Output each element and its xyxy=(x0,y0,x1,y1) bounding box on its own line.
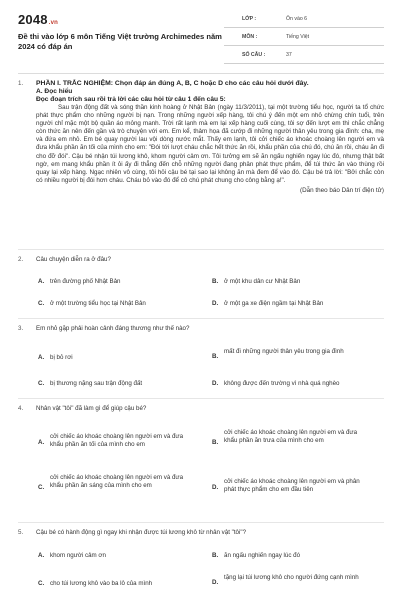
option-letter: C. xyxy=(38,300,45,307)
option-letter: C. xyxy=(38,380,45,387)
question-text: Nhân vật "tôi" đã làm gì để giúp cậu bé? xyxy=(36,405,147,412)
meta-row-count xyxy=(224,46,384,64)
reading-passage: Sau trận động đất và sóng thần kinh hoàng ở Nhật Bản (ngày 11/3/2011), tại một trường tiểu học, người ta tổ chức phát thực phẩm cho những người bị nạn. Trong những người xếp hàng, tôi chú ý đến một em nhỏ chừng chín tuổi, trên người chỉ mặc một bộ quần áo mỏng manh. Trời rất lạnh mà em lại xếp hàng cuối cùng, tôi sợ đến lượt em thì chắc chẳng còn thức ăn nên đến gần và trò chuyện với em. Em kể, thảm họa đã cướp đi những người thân yêu trong gia đình: cha, mẹ và đứa em nhỏ. Em bé quay người lau vội dòng nước mắt. Thấy em lạnh, tôi cởi chiếc áo khoác choàng lên người em và đưa khẩu phần ăn tối của mình cho em: "Đói tới lượt cháu chắc hết thức ăn rồi, khẩu phần của chú đó, chú ăn rồi, cháu ăn đi cho đỡ đói". Cậu bé nhận túi lương khô, khom người cảm ơn. Tôi tưởng em sẽ ăn ngấu nghiến ngay lúc đó, nhưng thật bất ngờ, em mang khẩu phần ít ỏi ấy đi thẳng đến chỗ những người đang phân phát thực phẩm, để túi thức ăn vào thùng rồi quay lại xếp hàng. Ngạc nhiên vô cùng, tôi hỏi cậu bé tại sao lại không ăn mà đem để vào đó. Cậu bé trả lời: "Bởi chắc còn có nhiều người bị đói hơn cháu. Cháu bỏ vào đó để cô chú phát chung cho công bằng ạ!". xyxy=(36,104,384,184)
logo-main: 2048 xyxy=(18,12,48,27)
meta-key: MÔN : xyxy=(242,33,258,40)
question-number: 1. xyxy=(18,80,24,87)
option-letter: C. xyxy=(38,484,45,491)
question-divider xyxy=(18,249,384,250)
part-heading: PHẦN I. TRẮC NGHIỆM: Chọn đáp án đúng A, B, C hoặc D cho các câu hỏi dưới đây. xyxy=(36,80,309,87)
question-number: 2. xyxy=(18,256,24,263)
option-text: cởi chiếc áo khoác choàng lên người em và đưa khẩu phần ăn trưa của mình cho em xyxy=(224,429,358,445)
option-text: ăn ngấu nghiến ngay lúc đó xyxy=(224,552,301,559)
option-text: bị bỏ rơi xyxy=(50,354,73,361)
option-letter: D. xyxy=(212,579,219,586)
question-text: Em nhỏ gặp phải hoàn cảnh đáng thương như thế nào? xyxy=(36,325,190,332)
question-number: 3. xyxy=(18,325,24,332)
option-text: trên đường phố Nhật Bản xyxy=(50,278,121,285)
meta-key: LỚP : xyxy=(242,15,257,22)
question-number: 4. xyxy=(18,405,24,412)
section-heading: A. Đọc hiểu xyxy=(36,88,73,95)
question-text: Câu chuyện diễn ra ở đâu? xyxy=(36,256,111,263)
header-divider xyxy=(18,73,384,74)
meta-value: 37 xyxy=(286,51,292,58)
option-letter: B. xyxy=(212,439,219,446)
meta-value: Ôn vào 6 xyxy=(286,15,308,22)
option-letter: C. xyxy=(38,580,45,587)
option-text: cởi chiếc áo khoác choàng lên người em và đưa khẩu phần ăn tối của mình cho em xyxy=(50,433,184,449)
meta-row-subject xyxy=(224,28,384,46)
option-letter: D. xyxy=(212,300,219,307)
option-text: bị thương nặng sau trận động đất xyxy=(50,380,143,387)
option-text: cho túi lương khô vào ba lô của mình xyxy=(50,580,153,587)
option-text: ở một ga xe điện ngầm tại Nhật Bản xyxy=(224,300,324,307)
site-logo[interactable] xyxy=(18,12,58,27)
question-divider xyxy=(18,398,384,399)
option-text: ở một trường tiểu học tại Nhật Bản xyxy=(50,300,146,307)
document-header xyxy=(18,10,384,70)
option-letter: A. xyxy=(38,278,45,285)
option-letter: B. xyxy=(212,278,219,285)
option-letter: B. xyxy=(212,353,219,360)
logo-domain: .vn xyxy=(48,20,59,26)
option-text: tặng lại túi lương khô cho người đứng cạnh mình xyxy=(224,574,359,581)
meta-table xyxy=(224,10,384,64)
meta-key: SỐ CÂU : xyxy=(242,51,266,58)
passage-source: (Dẫn theo báo Dân trí điện tử) xyxy=(299,186,384,194)
option-letter: B. xyxy=(212,552,219,559)
question-body xyxy=(36,80,384,194)
document-title: Đề thi vào lớp 6 môn Tiếng Việt trường Archimedes năm 2024 có đáp án xyxy=(18,32,222,51)
meta-value: Tiếng Việt xyxy=(286,33,310,40)
option-letter: A. xyxy=(38,439,45,446)
question-divider xyxy=(18,522,384,523)
question-number: 5. xyxy=(18,529,24,536)
option-text: không được đến trường vì nhà quá nghèo xyxy=(224,380,340,387)
option-text: cởi chiếc áo khoác choàng lên người em và phân phát thực phẩm cho em đầu tiên xyxy=(224,478,360,494)
option-text: cởi chiếc áo khoác choàng lên người em và đưa khẩu phần ăn sáng của mình cho em xyxy=(50,474,184,490)
option-letter: D. xyxy=(212,380,219,387)
option-text: khom người cảm ơn xyxy=(50,552,106,559)
option-letter: A. xyxy=(38,552,45,559)
question-divider xyxy=(18,318,384,319)
meta-row-class xyxy=(224,10,384,28)
question-text: Cậu bé có hành động gì ngay khi nhận được túi lương khô từ nhân vật "tôi"? xyxy=(36,529,247,536)
option-letter: D. xyxy=(212,484,219,491)
option-text: ở một khu dân cư Nhật Bản xyxy=(224,278,301,285)
option-letter: A. xyxy=(38,354,45,361)
instruction-text: Đọc đoạn trích sau rồi trả lời các câu hỏi từ câu 1 đến câu 5: xyxy=(36,96,226,103)
option-text: mất đi những người thân yêu trong gia đình xyxy=(224,348,344,355)
